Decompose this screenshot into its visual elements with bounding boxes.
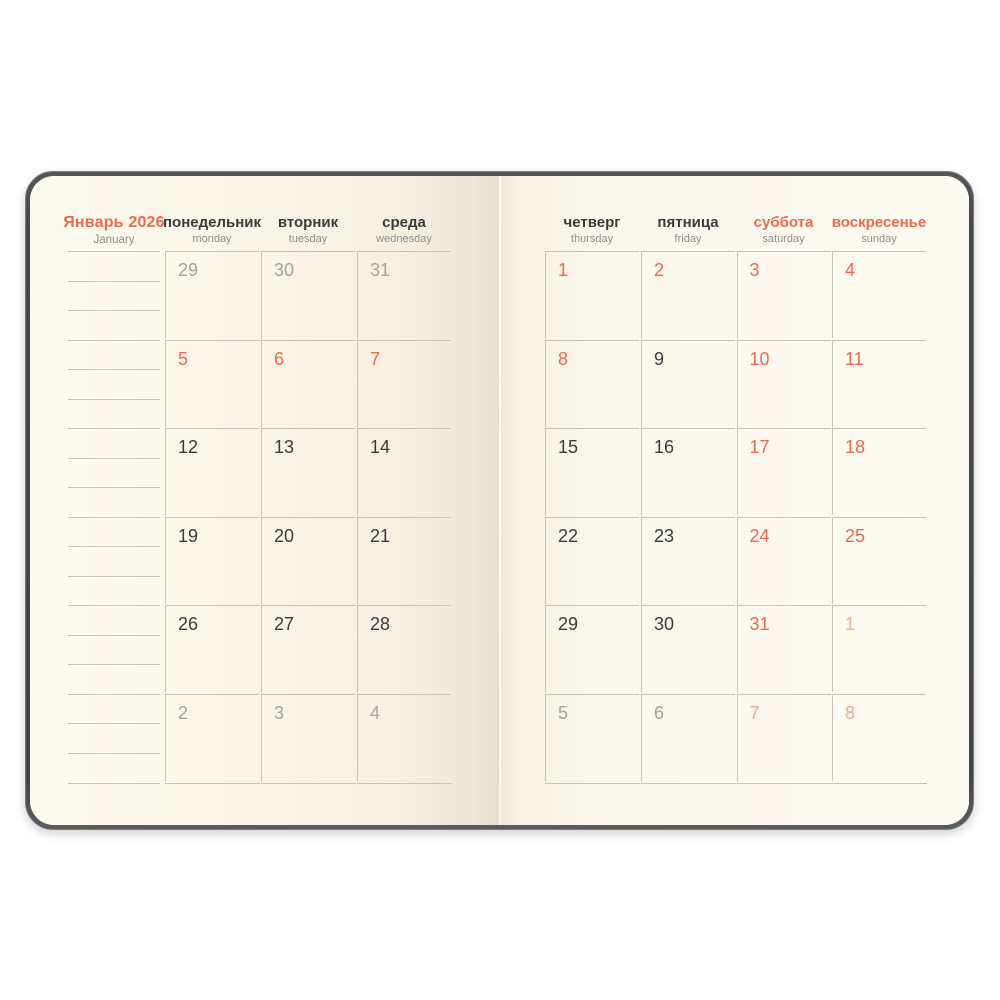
calendar-cell bbox=[832, 694, 926, 781]
calendar-cell bbox=[737, 517, 831, 604]
calendar-cell bbox=[641, 428, 735, 515]
note-line bbox=[68, 753, 160, 754]
calendar-cell bbox=[832, 428, 926, 515]
day-number: 11 bbox=[845, 348, 864, 369]
day-number: 8 bbox=[845, 703, 856, 723]
calendar-cell bbox=[545, 340, 639, 427]
note-line bbox=[68, 310, 160, 311]
note-line bbox=[68, 458, 160, 459]
calendar-cell bbox=[261, 694, 355, 781]
day-number: 25 bbox=[845, 525, 866, 546]
day-number: 8 bbox=[558, 348, 569, 369]
day-number: 12 bbox=[178, 437, 199, 458]
calendar-cell bbox=[357, 428, 451, 515]
note-line bbox=[68, 783, 160, 784]
calendar-cell bbox=[357, 251, 451, 338]
day-number: 3 bbox=[749, 260, 760, 280]
day-number: 17 bbox=[749, 437, 770, 458]
day-number: 4 bbox=[845, 260, 856, 280]
day-name-en: friday bbox=[674, 233, 702, 245]
day-name-en: monday bbox=[192, 233, 232, 245]
day-number: 13 bbox=[274, 437, 295, 458]
note-line bbox=[68, 281, 160, 282]
note-line bbox=[68, 605, 160, 606]
month-title: Январь 2026 bbox=[63, 214, 165, 231]
grid-bottom-line bbox=[165, 783, 260, 784]
calendar-cell bbox=[357, 517, 451, 604]
day-number: 7 bbox=[370, 348, 381, 369]
day-name-en: tuesday bbox=[288, 233, 328, 245]
day-number: 29 bbox=[558, 614, 579, 635]
calendar-cell bbox=[165, 251, 259, 338]
day-number: 29 bbox=[178, 260, 199, 280]
day-name-en: sunday bbox=[861, 233, 897, 245]
calendar-cell bbox=[737, 428, 831, 515]
day-name-ru: понедельник bbox=[162, 214, 262, 231]
day-number: 27 bbox=[274, 614, 295, 635]
calendar-cell bbox=[261, 428, 355, 515]
calendar-cell bbox=[357, 694, 451, 781]
calendar-cell bbox=[261, 605, 355, 692]
day-name-ru: воскресенье bbox=[831, 214, 927, 231]
note-line bbox=[68, 251, 160, 252]
day-number: 16 bbox=[654, 437, 675, 458]
day-number: 6 bbox=[274, 348, 285, 369]
calendar-cell bbox=[641, 517, 735, 604]
month-subtitle: January bbox=[93, 234, 135, 246]
calendar-cell bbox=[737, 694, 831, 781]
grid-bottom-line bbox=[832, 783, 927, 784]
note-line bbox=[68, 487, 160, 488]
day-number: 22 bbox=[558, 525, 579, 546]
note-line bbox=[68, 340, 160, 341]
day-number: 18 bbox=[845, 437, 866, 458]
calendar-cell bbox=[641, 340, 735, 427]
calendar-cell bbox=[832, 251, 926, 338]
calendar-cell bbox=[545, 605, 639, 692]
note-line bbox=[68, 546, 160, 547]
day-number: 6 bbox=[654, 703, 665, 723]
day-name-ru: среда bbox=[382, 214, 426, 231]
day-number: 23 bbox=[654, 525, 675, 546]
day-number: 21 bbox=[370, 525, 391, 546]
day-name-ru: пятница bbox=[657, 214, 719, 231]
calendar-cell bbox=[357, 340, 451, 427]
calendar-cell bbox=[357, 605, 451, 692]
calendar-cell bbox=[165, 517, 259, 604]
note-line bbox=[68, 635, 160, 636]
day-number: 14 bbox=[370, 437, 391, 458]
calendar-cell bbox=[261, 340, 355, 427]
day-number: 19 bbox=[178, 525, 199, 546]
calendar-cell bbox=[737, 605, 831, 692]
day-number: 9 bbox=[654, 348, 665, 369]
calendar-cell bbox=[545, 251, 639, 338]
day-number: 5 bbox=[178, 348, 189, 369]
calendar-cell bbox=[832, 605, 926, 692]
calendar-cell bbox=[641, 605, 735, 692]
note-line bbox=[68, 428, 160, 429]
note-line bbox=[68, 664, 160, 665]
calendar-cell bbox=[737, 251, 831, 338]
calendar-cell bbox=[545, 517, 639, 604]
note-line bbox=[68, 399, 160, 400]
day-number: 1 bbox=[558, 260, 569, 280]
day-number: 7 bbox=[749, 703, 760, 723]
calendar-cell bbox=[261, 517, 355, 604]
notebook-cover bbox=[25, 171, 974, 830]
day-number: 5 bbox=[558, 703, 569, 723]
day-number: 3 bbox=[274, 703, 285, 723]
day-number: 31 bbox=[749, 614, 770, 635]
calendar-cell bbox=[165, 605, 259, 692]
grid-bottom-line bbox=[641, 783, 736, 784]
day-header-sunday bbox=[799, 214, 959, 245]
note-line bbox=[68, 517, 160, 518]
calendar-cell bbox=[545, 694, 639, 781]
day-number: 10 bbox=[749, 348, 770, 369]
grid-bottom-line bbox=[357, 783, 452, 784]
day-number: 30 bbox=[274, 260, 295, 280]
day-number: 1 bbox=[845, 614, 856, 635]
grid-bottom-line bbox=[737, 783, 832, 784]
day-number: 26 bbox=[178, 614, 199, 635]
day-name-ru: четверг bbox=[563, 214, 621, 231]
day-number: 24 bbox=[749, 525, 770, 546]
day-number: 4 bbox=[370, 703, 381, 723]
calendar-cell bbox=[832, 340, 926, 427]
day-number: 2 bbox=[654, 260, 665, 280]
note-line bbox=[68, 576, 160, 577]
grid-bottom-line bbox=[545, 783, 640, 784]
day-number: 30 bbox=[654, 614, 675, 635]
day-name-en: thursday bbox=[570, 233, 614, 245]
calendar-cell bbox=[165, 694, 259, 781]
calendar-content bbox=[30, 176, 969, 825]
calendar-cell bbox=[641, 694, 735, 781]
day-number: 15 bbox=[558, 437, 579, 458]
day-number: 28 bbox=[370, 614, 391, 635]
day-name-ru: вторник bbox=[277, 214, 339, 231]
note-line bbox=[68, 369, 160, 370]
calendar-cell bbox=[165, 340, 259, 427]
calendar-cell bbox=[261, 251, 355, 338]
day-header-wednesday bbox=[324, 214, 484, 245]
calendar-cell bbox=[165, 428, 259, 515]
calendar-cell bbox=[641, 251, 735, 338]
calendar-cell bbox=[545, 428, 639, 515]
note-line bbox=[68, 723, 160, 724]
day-number: 20 bbox=[274, 525, 295, 546]
day-number: 2 bbox=[178, 703, 189, 723]
calendar-cell bbox=[737, 340, 831, 427]
day-name-ru: суббота bbox=[753, 214, 814, 231]
planner-spread bbox=[30, 176, 969, 825]
calendar-cell bbox=[832, 517, 926, 604]
day-number: 31 bbox=[370, 260, 391, 280]
day-name-en: wednesday bbox=[376, 233, 432, 245]
day-name-en: saturday bbox=[762, 233, 805, 245]
grid-bottom-line bbox=[261, 783, 356, 784]
note-line bbox=[68, 694, 160, 695]
